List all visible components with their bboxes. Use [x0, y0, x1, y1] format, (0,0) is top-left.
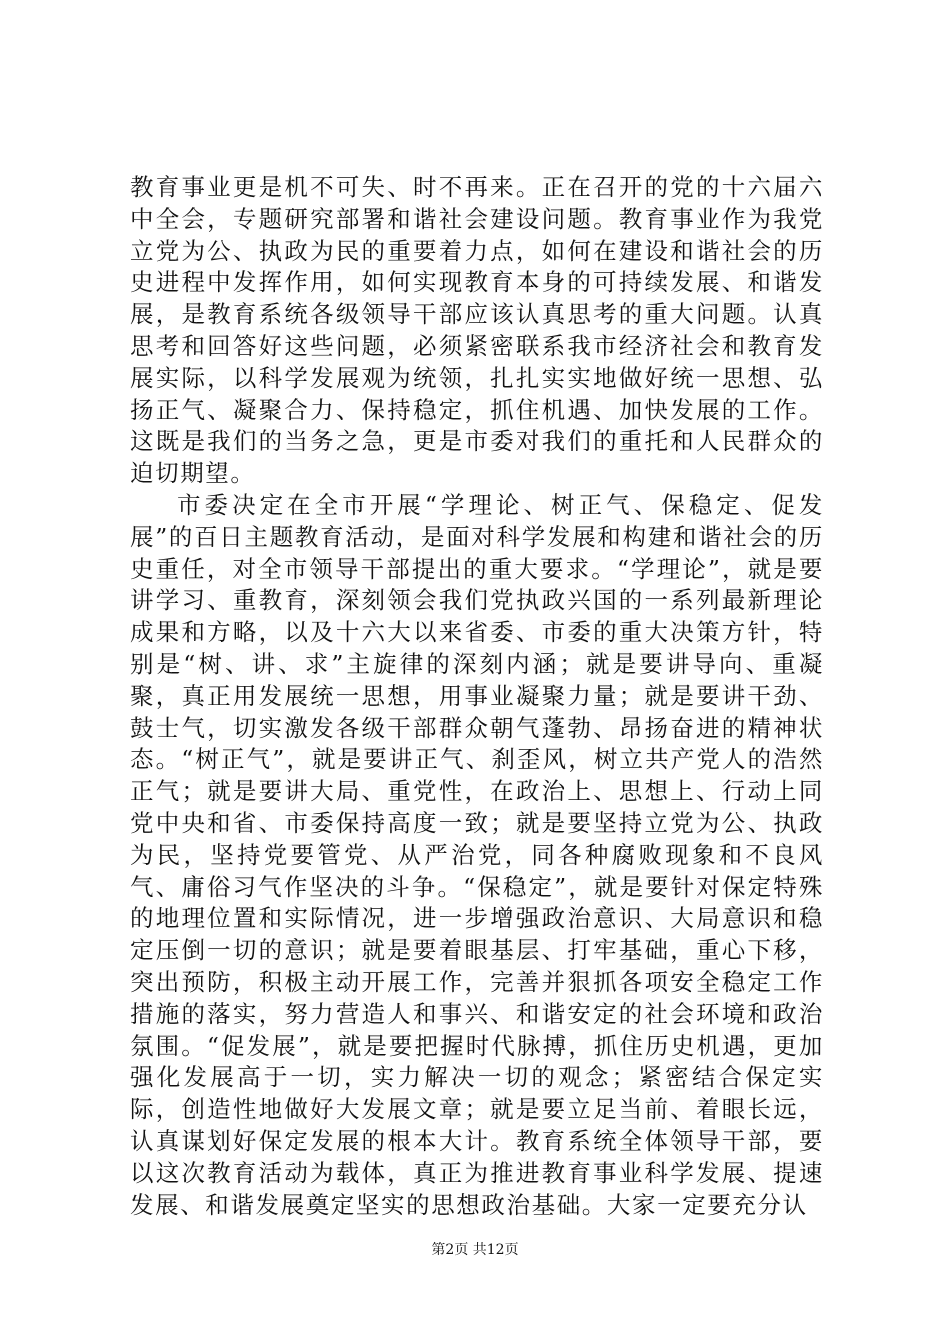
document-body: [130, 172, 824, 1221]
page-footer: 第2页 共12页: [431, 1242, 519, 1258]
paragraph-2: 市委决定在全市开展“学理论、树正气、保稳定、促发展”的百日主题教育活动，是面对科学发展和构建和谐社会的历史重任，对全市领导干部提出的重大要求。“学理论”，就是要讲学习、重教育，深刻领会我们党执政兴国的一系列最新理论成果和方略，以及十六大以来省委、市委的重大决策方针，特别是“树、讲、求”主旋律的深刻内涵；就是要讲导向、重凝聚，真正用发展统一思想，用事业凝聚力量；就是要讲干劲、鼓士气，切实激发各级干部群众朝气蓬勃、昂扬奋进的精神状态。“树正气”，就是要讲正气、刹歪风，树立共产党人的浩然正气；就是要讲大局、重党性，在政治上、思想上、行动上同党中央和省、市委保持高度一致；就是要坚持立党为公、执政为民，坚持党要管党、从严治党，同各种腐败现象和不良风气、庸俗习气作坚决的斗争。“保稳定”，就是要针对保定特殊的地理位置和实际情况，进一步增强政治意识、大局意识和稳定压倒一切的意识；就是要着眼基层、打牢基础，重心下移，突出预防，积极主动开展工作，完善并狠抓各项安全稳定工作措施的落实，努力营造人和事兴、和谐安定的社会环境和政治氛围。“促发展”，就是要把握时代脉搏，抓住历史机遇，更加强化发展高于一切，实力解决一切的观念；紧密结合保定实际，创造性地做好大发展文章；就是要立足当前、着眼长远，认真谋划好保定发展的根本大计。教育系统全体领导干部，要以这次教育活动为载体，真正为推进教育事业科学发展、提速发展、和谐发展奠定坚实的思想政治基础。大家一定要充分认: [130, 490, 824, 1219]
paragraph-1: 教育事业更是机不可失、时不再来。正在召开的党的十六届六中全会，专题研究部署和谐社会建设问题。教育事业作为我党立党为公、执政为民的重要着力点，如何在建设和谐社会的历史进程中发挥作用，如何实现教育本身的可持续发展、和谐发展，是教育系统各级领导干部应该认真思考的重大问题。认真思考和回答好这些问题，必须紧密联系我市经济社会和教育发展实际，以科学发展观为统领，扎扎实实地做好统一思想、弘扬正气、凝聚合力、保持稳定，抓住机遇、加快发展的工作。这既是我们的当务之急，更是市委对我们的重托和人民群众的迫切期望。: [130, 173, 824, 488]
